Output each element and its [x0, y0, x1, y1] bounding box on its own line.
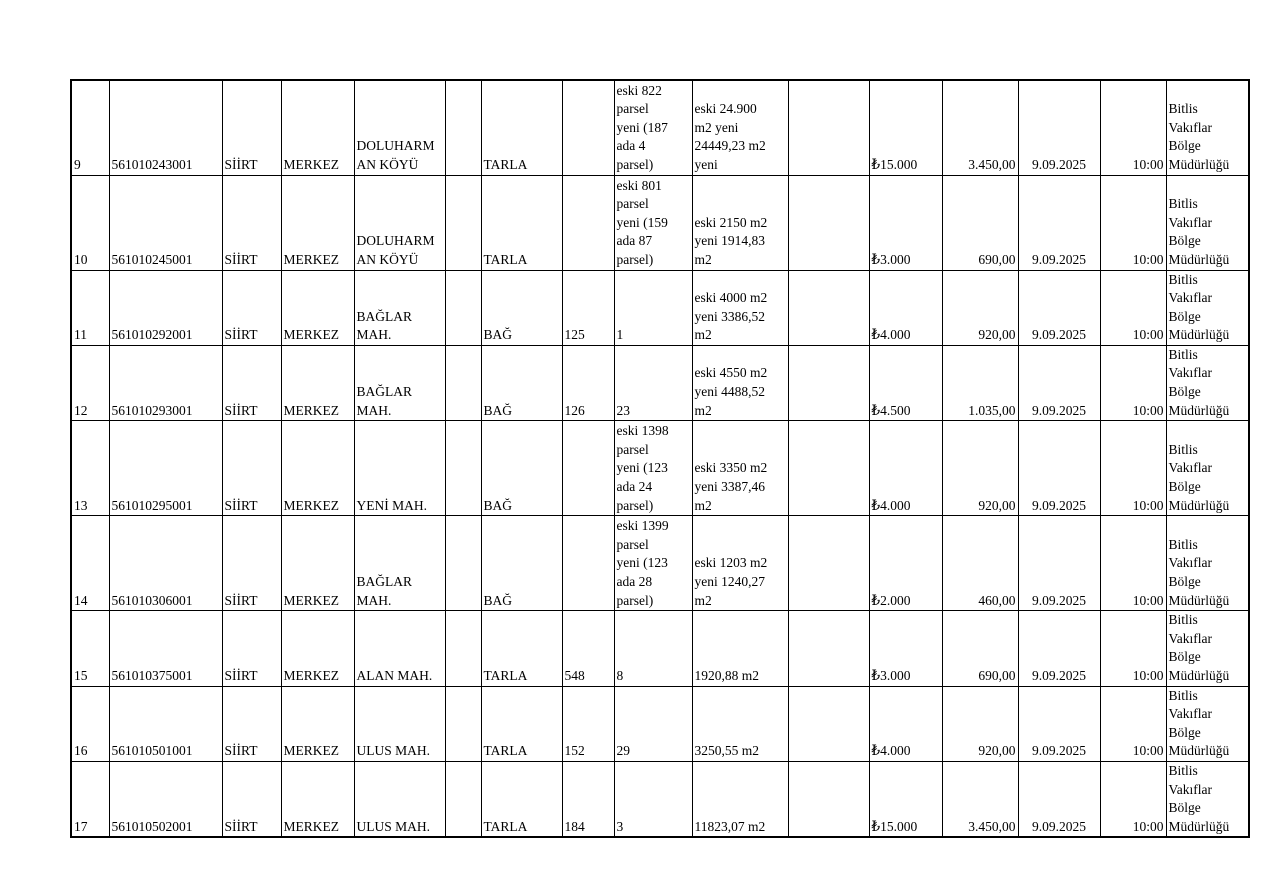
auction-date: 9.09.2025: [1018, 516, 1100, 611]
area: eski 4000 m2 yeni 3386,52 m2: [692, 270, 788, 345]
auction-location: Bitlis Vakıflar Bölge Müdürlüğü: [1166, 175, 1249, 270]
property-code: 561010501001: [109, 686, 222, 761]
auction-time: 10:00: [1100, 80, 1166, 175]
area: 11823,07 m2: [692, 762, 788, 838]
block-no: [562, 421, 614, 516]
auction-time: 10:00: [1100, 345, 1166, 420]
area: 3250,55 m2: [692, 686, 788, 761]
estimated-price: ₺4.500: [869, 345, 942, 420]
auction-date: 9.09.2025: [1018, 686, 1100, 761]
table-row: [71, 175, 1249, 270]
parcel-no: 3: [614, 762, 692, 838]
district: MERKEZ: [281, 80, 354, 175]
blank-cell: [788, 80, 869, 175]
district: MERKEZ: [281, 611, 354, 686]
blank-cell: [788, 421, 869, 516]
province: SİİRT: [222, 762, 281, 838]
province: SİİRT: [222, 345, 281, 420]
neighborhood: BAĞLAR MAH.: [354, 270, 445, 345]
block-no: [562, 175, 614, 270]
area: eski 24.900 m2 yeni 24449,23 m2 yeni: [692, 80, 788, 175]
district: MERKEZ: [281, 516, 354, 611]
auction-location: Bitlis Vakıflar Bölge Müdürlüğü: [1166, 345, 1249, 420]
parcel-no: eski 1399 parsel yeni (123 ada 28 parsel): [614, 516, 692, 611]
parcel-no: 8: [614, 611, 692, 686]
parcel-no: eski 801 parsel yeni (159 ada 87 parsel): [614, 175, 692, 270]
district: MERKEZ: [281, 421, 354, 516]
row-number: 11: [71, 270, 109, 345]
blank-cell: [445, 345, 481, 420]
row-number: 16: [71, 686, 109, 761]
guarantee-amount: 690,00: [942, 175, 1018, 270]
area: eski 4550 m2 yeni 4488,52 m2: [692, 345, 788, 420]
auction-date: 9.09.2025: [1018, 80, 1100, 175]
auction-date: 9.09.2025: [1018, 345, 1100, 420]
auction-time: 10:00: [1100, 762, 1166, 838]
province: SİİRT: [222, 80, 281, 175]
parcel-no: 1: [614, 270, 692, 345]
area: eski 1203 m2 yeni 1240,27 m2: [692, 516, 788, 611]
guarantee-amount: 690,00: [942, 611, 1018, 686]
row-number: 12: [71, 345, 109, 420]
auction-time: 10:00: [1100, 686, 1166, 761]
blank-cell: [445, 80, 481, 175]
auction-location: Bitlis Vakıflar Bölge Müdürlüğü: [1166, 611, 1249, 686]
land-type: TARLA: [481, 175, 562, 270]
auction-location: Bitlis Vakıflar Bölge Müdürlüğü: [1166, 270, 1249, 345]
province: SİİRT: [222, 516, 281, 611]
blank-cell: [788, 516, 869, 611]
property-code: 561010292001: [109, 270, 222, 345]
land-type: BAĞ: [481, 516, 562, 611]
neighborhood: BAĞLAR MAH.: [354, 516, 445, 611]
property-code: 561010245001: [109, 175, 222, 270]
land-type: BAĞ: [481, 421, 562, 516]
row-number: 10: [71, 175, 109, 270]
row-number: 13: [71, 421, 109, 516]
neighborhood: BAĞLAR MAH.: [354, 345, 445, 420]
auction-date: 9.09.2025: [1018, 611, 1100, 686]
estimated-price: ₺15.000: [869, 80, 942, 175]
block-no: 126: [562, 345, 614, 420]
blank-cell: [445, 762, 481, 838]
auction-location: Bitlis Vakıflar Bölge Müdürlüğü: [1166, 762, 1249, 838]
auction-date: 9.09.2025: [1018, 175, 1100, 270]
table-row: [71, 80, 1249, 175]
property-code: 561010243001: [109, 80, 222, 175]
neighborhood: DOLUHARM AN KÖYÜ: [354, 80, 445, 175]
auction-time: 10:00: [1100, 516, 1166, 611]
estimated-price: ₺2.000: [869, 516, 942, 611]
table-row: [71, 345, 1249, 420]
district: MERKEZ: [281, 175, 354, 270]
blank-cell: [788, 686, 869, 761]
estimated-price: ₺3.000: [869, 611, 942, 686]
parcel-no: 23: [614, 345, 692, 420]
estimated-price: ₺3.000: [869, 175, 942, 270]
blank-cell: [445, 686, 481, 761]
auction-time: 10:00: [1100, 175, 1166, 270]
auction-time: 10:00: [1100, 421, 1166, 516]
guarantee-amount: 920,00: [942, 686, 1018, 761]
auction-date: 9.09.2025: [1018, 762, 1100, 838]
property-code: 561010306001: [109, 516, 222, 611]
province: SİİRT: [222, 421, 281, 516]
table-row: [71, 516, 1249, 611]
estimated-price: ₺4.000: [869, 270, 942, 345]
district: MERKEZ: [281, 686, 354, 761]
table-row: [71, 421, 1249, 516]
guarantee-amount: 920,00: [942, 421, 1018, 516]
neighborhood: ULUS MAH.: [354, 762, 445, 838]
blank-cell: [445, 175, 481, 270]
property-code: 561010502001: [109, 762, 222, 838]
neighborhood: ALAN MAH.: [354, 611, 445, 686]
table-row: [71, 611, 1249, 686]
block-no: 152: [562, 686, 614, 761]
province: SİİRT: [222, 686, 281, 761]
row-number: 9: [71, 80, 109, 175]
property-code: 561010293001: [109, 345, 222, 420]
block-no: 184: [562, 762, 614, 838]
property-code: 561010375001: [109, 611, 222, 686]
land-type: TARLA: [481, 611, 562, 686]
land-type: TARLA: [481, 686, 562, 761]
guarantee-amount: 3.450,00: [942, 762, 1018, 838]
guarantee-amount: 920,00: [942, 270, 1018, 345]
row-number: 14: [71, 516, 109, 611]
row-number: 17: [71, 762, 109, 838]
parcel-no: eski 1398 parsel yeni (123 ada 24 parsel): [614, 421, 692, 516]
auction-location: Bitlis Vakıflar Bölge Müdürlüğü: [1166, 421, 1249, 516]
blank-cell: [788, 762, 869, 838]
guarantee-amount: 1.035,00: [942, 345, 1018, 420]
parcel-no: eski 822 parsel yeni (187 ada 4 parsel): [614, 80, 692, 175]
district: MERKEZ: [281, 762, 354, 838]
block-no: 548: [562, 611, 614, 686]
province: SİİRT: [222, 270, 281, 345]
property-code: 561010295001: [109, 421, 222, 516]
blank-cell: [788, 611, 869, 686]
land-type: TARLA: [481, 762, 562, 838]
auction-date: 9.09.2025: [1018, 421, 1100, 516]
blank-cell: [788, 175, 869, 270]
row-number: 15: [71, 611, 109, 686]
estimated-price: ₺4.000: [869, 686, 942, 761]
table-row: [71, 762, 1249, 838]
auction-location: Bitlis Vakıflar Bölge Müdürlüğü: [1166, 80, 1249, 175]
table-row: [71, 270, 1249, 345]
blank-cell: [445, 516, 481, 611]
block-no: [562, 516, 614, 611]
land-type: BAĞ: [481, 345, 562, 420]
estimated-price: ₺4.000: [869, 421, 942, 516]
district: MERKEZ: [281, 345, 354, 420]
blank-cell: [788, 345, 869, 420]
province: SİİRT: [222, 611, 281, 686]
block-no: 125: [562, 270, 614, 345]
auction-time: 10:00: [1100, 611, 1166, 686]
guarantee-amount: 460,00: [942, 516, 1018, 611]
blank-cell: [445, 421, 481, 516]
auction-time: 10:00: [1100, 270, 1166, 345]
neighborhood: ULUS MAH.: [354, 686, 445, 761]
auction-table: [70, 79, 1250, 838]
parcel-no: 29: [614, 686, 692, 761]
estimated-price: ₺15.000: [869, 762, 942, 838]
area: 1920,88 m2: [692, 611, 788, 686]
land-type: TARLA: [481, 80, 562, 175]
auction-location: Bitlis Vakıflar Bölge Müdürlüğü: [1166, 686, 1249, 761]
neighborhood: YENİ MAH.: [354, 421, 445, 516]
auction-location: Bitlis Vakıflar Bölge Müdürlüğü: [1166, 516, 1249, 611]
province: SİİRT: [222, 175, 281, 270]
blank-cell: [788, 270, 869, 345]
land-type: BAĞ: [481, 270, 562, 345]
neighborhood: DOLUHARM AN KÖYÜ: [354, 175, 445, 270]
auction-date: 9.09.2025: [1018, 270, 1100, 345]
area: eski 2150 m2 yeni 1914,83 m2: [692, 175, 788, 270]
area: eski 3350 m2 yeni 3387,46 m2: [692, 421, 788, 516]
blank-cell: [445, 611, 481, 686]
blank-cell: [445, 270, 481, 345]
block-no: [562, 80, 614, 175]
table-row: [71, 686, 1249, 761]
guarantee-amount: 3.450,00: [942, 80, 1018, 175]
district: MERKEZ: [281, 270, 354, 345]
